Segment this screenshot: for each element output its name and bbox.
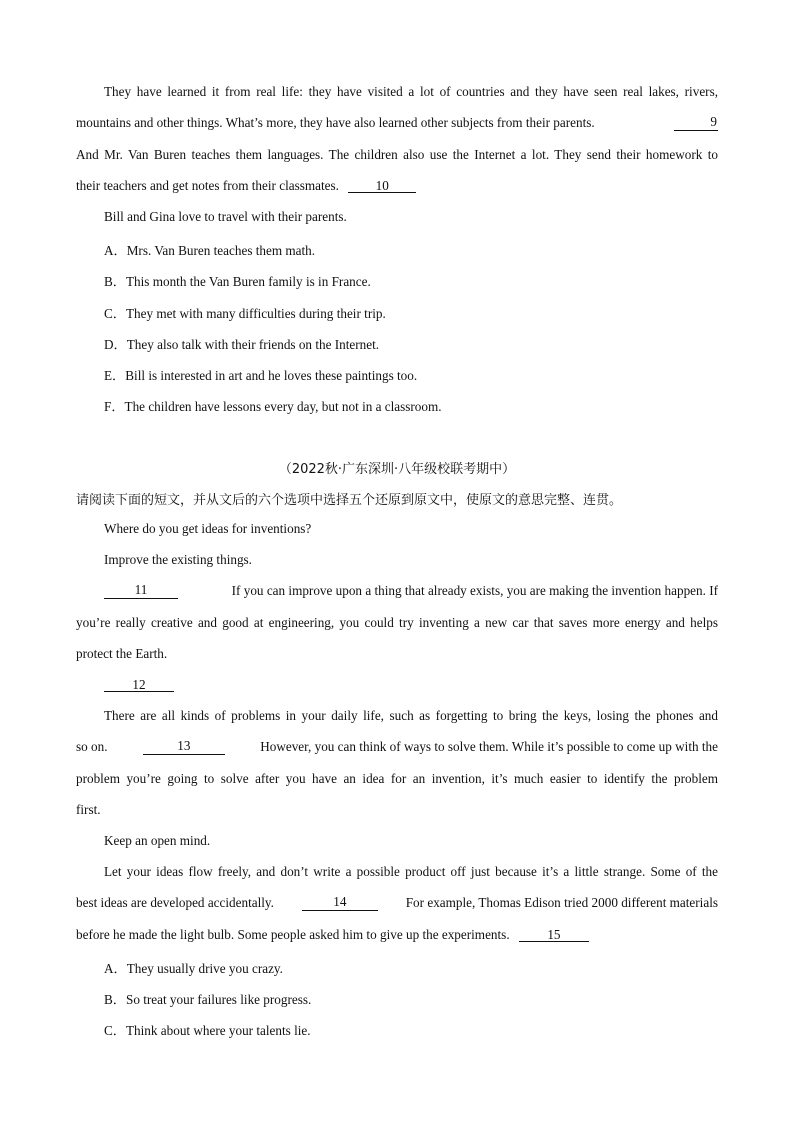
section-source: （2022秋·广东深圳·八年级校联考期中） — [278, 462, 516, 477]
passage-heading: Improve the existing things. — [104, 552, 252, 567]
paragraph-line: They have learned it from real life: they have visited a lot of countries and they have seen real lakes, rivers, — [104, 84, 718, 99]
passage-heading: Keep an open mind. — [104, 833, 211, 848]
paragraph-line — [76, 178, 416, 194]
option-c: C．They met with many difficulties during their trip. — [104, 306, 386, 321]
paragraph-text: their teachers and get notes from their classmates. — [76, 178, 339, 193]
paragraph-text: However, you can think of ways to solve them. While it’s possible to come up with the — [260, 739, 718, 754]
paragraph-text: best ideas are developed accidentally. — [76, 895, 274, 910]
paragraph-text: For example, Thomas Edison tried 2000 different materials — [405, 895, 718, 910]
paragraph-line — [76, 927, 589, 943]
blank-10: 10 — [348, 179, 416, 193]
paragraph-text: before he made the light bulb. Some people asked him to give up the experiments. — [76, 927, 510, 942]
paragraph-line: protect the Earth. — [76, 646, 168, 661]
paragraph-line — [104, 677, 174, 693]
paragraph-line — [104, 583, 718, 599]
blank-12: 12 — [104, 678, 174, 692]
blank-9: 9 — [674, 115, 718, 131]
blank-15: 15 — [519, 928, 589, 942]
option-b: B．This month the Van Buren family is in France. — [104, 274, 371, 289]
paragraph-line: problem you’re going to solve after you have an idea for an invention, it’s much easier to identify the problem — [76, 771, 718, 786]
blank-14: 14 — [302, 895, 378, 911]
paragraph-text: mountains and other things. What’s more, they have also learned other subjects from their parents. — [76, 115, 595, 130]
blank-11: 11 — [104, 583, 178, 599]
section-instruction: 请阅读下面的短文，并从文后的六个选项中选择五个还原到原文中，使原文的意思完整、连贯。 — [76, 493, 623, 508]
paragraph-line — [76, 895, 718, 911]
paragraph-line: And Mr. Van Buren teaches them languages. The children also use the Internet a lot. They send their homework to — [76, 147, 718, 162]
paragraph-text: so on. — [76, 739, 108, 754]
paragraph-line: first. — [76, 802, 101, 817]
option-b: B．So treat your failures like progress. — [104, 992, 312, 1007]
option-e: E．Bill is interested in art and he loves these paintings too. — [104, 368, 418, 383]
option-d: D．They also talk with their friends on the Internet. — [104, 337, 380, 352]
paragraph-line: There are all kinds of problems in your daily life, such as forgetting to bring the keys, losing the phones and — [104, 708, 718, 723]
passage-heading: Where do you get ideas for inventions? — [104, 521, 312, 536]
option-a: A．Mrs. Van Buren teaches them math. — [104, 243, 316, 258]
paragraph-line: you’re really creative and good at engineering, you could try inventing a new car that saves more energy and helps — [76, 615, 718, 630]
paragraph-line: Bill and Gina love to travel with their parents. — [104, 209, 347, 224]
blank-13: 13 — [143, 739, 225, 755]
option-c: C．Think about where your talents lie. — [104, 1023, 311, 1038]
option-a: A．They usually drive you crazy. — [104, 961, 283, 976]
option-f: F．The children have lessons every day, but not in a classroom. — [104, 399, 442, 414]
paragraph-line — [76, 115, 718, 131]
paragraph-text: If you can improve upon a thing that already exists, you are making the invention happen. If — [231, 583, 718, 598]
paragraph-line: Let your ideas flow freely, and don’t write a possible product off just because it’s a little strange. Some of the — [104, 864, 718, 879]
paragraph-line — [76, 739, 718, 755]
